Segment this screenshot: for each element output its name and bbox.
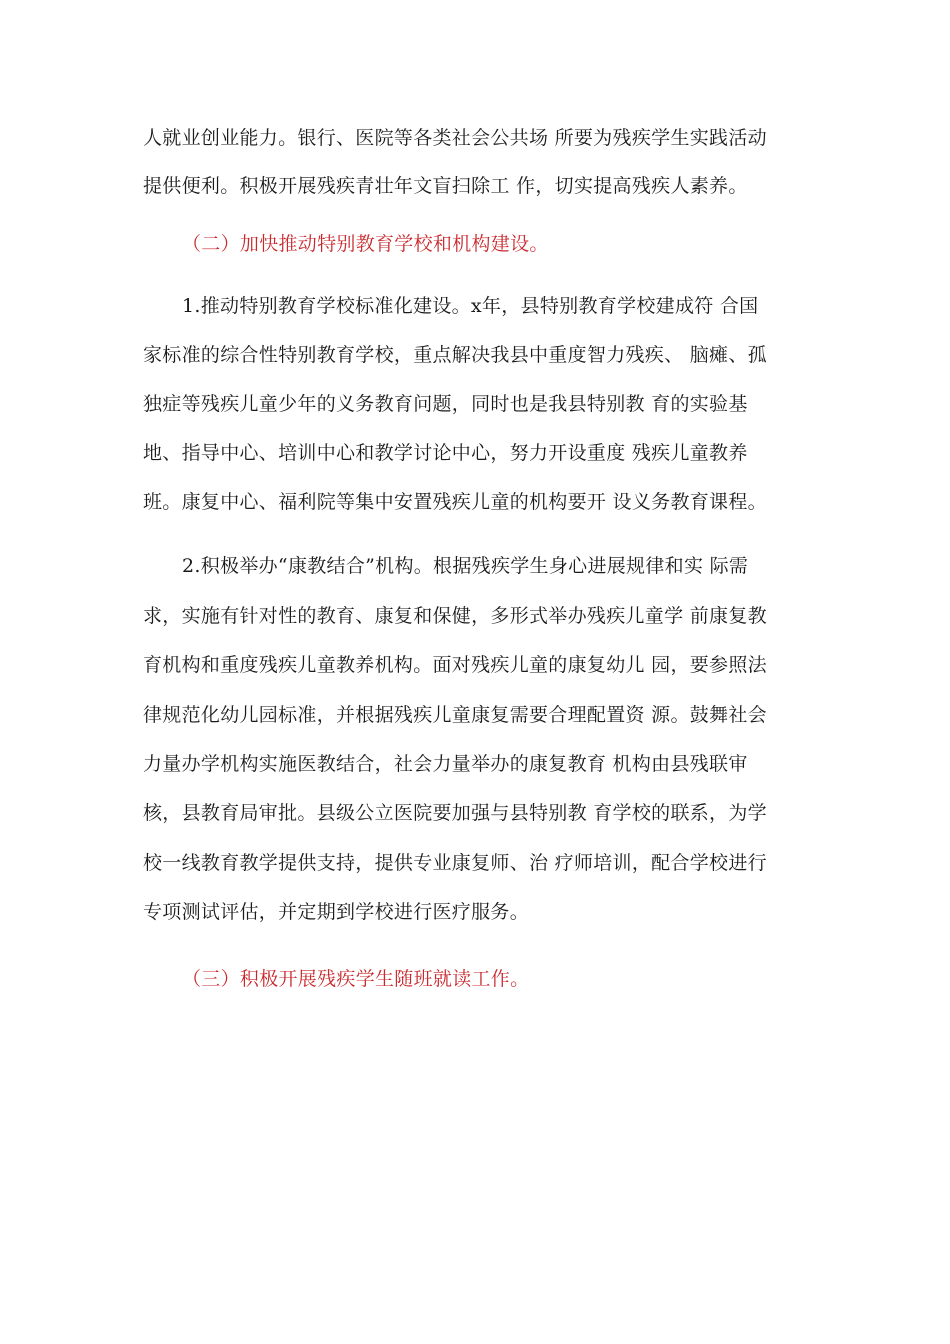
paragraph-line: 专项测试评估，并定期到学校进行医疗服务。 [143,901,530,923]
section-heading-2: （二）加快推动特别教育学校和机构建设。 [182,233,549,255]
paragraph-line: 人就业创业能力。银行、医院等各类社会公共场 所要为残疾学生实践活动 [143,127,767,149]
paragraph-line: 班。康复中心、福利院等集中安置残疾儿童的机构要开 设义务教育课程。 [143,491,767,513]
paragraph-line: 家标准的综合性特别教育学校，重点解决我县中重度智力残疾、 脑瘫、孤 [143,344,767,366]
paragraph-line: 力量办学机构实施医教结合，社会力量举办的康复教育 机构由县残联审 [143,753,748,775]
paragraph-line: 核，县教育局审批。县级公立医院要加强与县特别教 育学校的联系，为学 [143,802,767,824]
paragraph-line: 校一线教育教学提供支持，提供专业康复师、治 疗师培训，配合学校进行 [143,852,767,874]
paragraph-line: 2.积极举办“康教结合”机构。根据残疾学生身心进展规律和实 际需 [182,555,749,577]
paragraph-line: 求，实施有针对性的教育、康复和保健，多形式举办残疾儿童学 前康复教 [143,605,767,627]
paragraph-line: 独症等残疾儿童少年的义务教育问题，同时也是我县特别教 育的实验基 [143,393,748,415]
paragraph-line: 律规范化幼儿园标准，并根据残疾儿童康复需要合理配置资 源。鼓舞社会 [143,704,767,726]
paragraph-line: 提供便利。积极开展残疾青壮年文盲扫除工 作，切实提高残疾人素养。 [143,175,748,197]
paragraph-line: 1.推动特别教育学校标准化建设。x年，县特别教育学校建成符 合国 [182,295,759,317]
paragraph-line: 地、指导中心、培训中心和教学讨论中心，努力开设重度 残疾儿童教养 [143,442,748,464]
paragraph-line: 育机构和重度残疾儿童教养机构。面对残疾儿童的康复幼儿 园，要参照法 [143,654,767,676]
section-heading-3: （三）积极开展残疾学生随班就读工作。 [182,968,530,990]
